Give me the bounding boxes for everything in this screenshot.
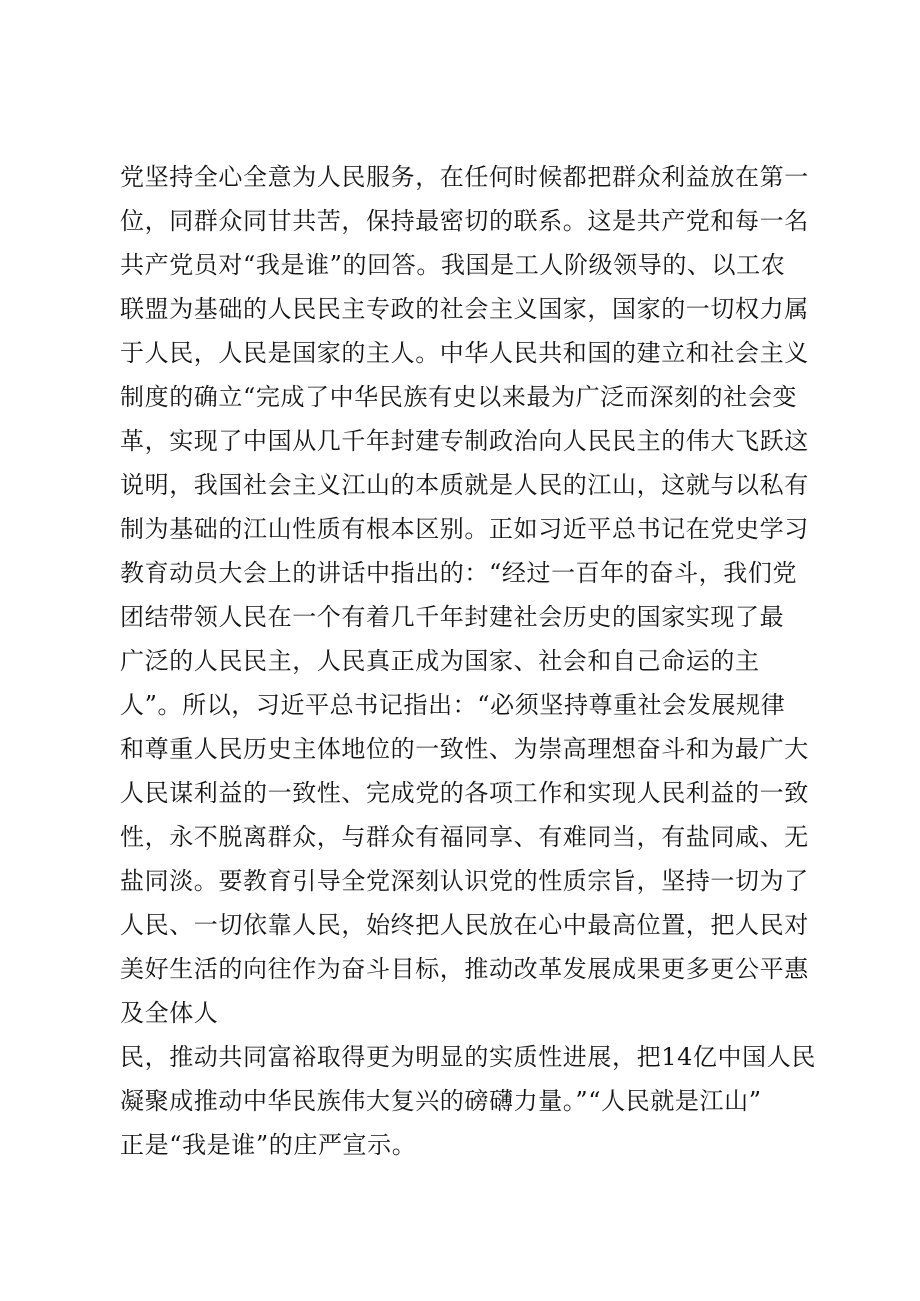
text-line: 和尊重人民历史主体地位的一致性、为崇高理想奋斗和为最广大 (120, 735, 809, 763)
text-line: 团结带领人民在一个有着几千年封建社会历史的国家实现了最 (120, 603, 785, 631)
text-line: 及全体人 (120, 999, 219, 1027)
text-line: 制度的确立“完成了中华民族有史以来最为广泛而深刻的社会变 (120, 383, 798, 411)
text-line: 民，推动共同富裕取得更为明显的实质性进展，把14亿中国人民 (120, 1043, 816, 1071)
text-line: 共产党员对“我是谁”的回答。我国是工人阶级领导的、以工农 (120, 251, 786, 279)
text-line: 广泛的人民民主，人民真正成为国家、社会和自己命运的主 (120, 647, 760, 675)
text-line: 联盟为基础的人民民主专政的社会主义国家，国家的一切权力属 (120, 295, 809, 323)
text-line: 人民谋利益的一致性、完成党的各项工作和实现人民利益的一致 (120, 779, 809, 807)
text-line: 盐同淡。要教育引导全党深刻认识党的性质宗旨，坚持一切为了 (120, 867, 809, 895)
text-line: 正是“我是谁”的庄严宣示。 (120, 1131, 417, 1159)
text-line: 于人民，人民是国家的主人。中华人民共和国的建立和社会主义 (120, 339, 809, 367)
text-line: 党坚持全心全意为人民服务，在任何时候都把群众利益放在第一 (120, 163, 809, 191)
text-line: 教育动员大会上的讲话中指出的：“经过一百年的奋斗，我们党 (120, 559, 798, 587)
text-line: 位，同群众同甘共苦，保持最密切的联系。这是共产党和每一名 (120, 207, 809, 235)
body-paragraph (120, 155, 820, 1167)
text-line: 性，永不脱离群众，与群众有福同享、有难同当，有盐同咸、无 (120, 823, 809, 851)
text-line: 人民、一切依靠人民，始终把人民放在心中最高位置，把人民对 (120, 911, 809, 939)
text-line: 革，实现了中国从几千年封建专制政治向人民民主的伟大飞跃这 (120, 427, 809, 455)
text-line: 人”。所以，习近平总书记指出：“必须坚持尊重社会发展规律 (120, 691, 786, 719)
text-line: 美好生活的向往作为奋斗目标，推动改革发展成果更多更公平惠 (120, 955, 809, 983)
text-line: 凝聚成推动中华民族伟大复兴的磅礴力量。”“人民就是江山” (120, 1087, 762, 1115)
text-line: 制为基础的江山性质有根本区别。正如习近平总书记在党史学习 (120, 515, 809, 543)
text-line: 说明，我国社会主义江山的本质就是人民的江山，这就与以私有 (120, 471, 809, 499)
